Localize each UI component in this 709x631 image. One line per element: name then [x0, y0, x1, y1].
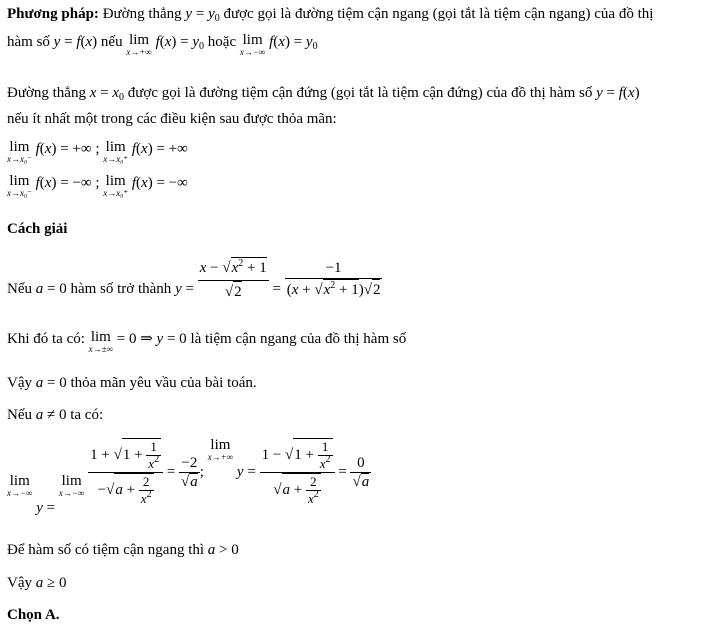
solution-text: Khi đó ta có: — [7, 331, 85, 347]
method-line-2: hàm số y = f(x) nếu lim x→+∞ $f(x) = y_0$ hoặc lim x→−∞ $f(x) = y_0$ — [7, 32, 318, 57]
method-text: được gọi là đường tiệm cận ngang (gọi tắt là tiệm cận ngang) của đồ thị — [223, 6, 654, 22]
solution-text: Vậy — [7, 575, 32, 591]
method-line-4 — [7, 110, 337, 128]
solution-text: hàm số trở thành — [70, 280, 172, 297]
answer: Chọn A. — [7, 607, 60, 623]
solution-text: ta có: — [70, 407, 104, 423]
solution-text: Để hàm số có tiệm cận ngang thì — [7, 542, 205, 558]
method-text: hoặc — [207, 34, 237, 50]
solution-text: Nếu — [7, 407, 32, 423]
method-text: Đường thẳng — [102, 6, 182, 22]
method-line-1: Phương pháp: Đường thẳng $y = y_0$ được gọi là đường tiệm cận ngang (gọi tắt là tiệm cận ngang) của đồ thị — [7, 6, 654, 24]
solution-text: thỏa mãn yêu vầu của bài toán. — [70, 375, 257, 391]
solution-line-5: Để hàm số có tiệm cận ngang thì a > 0 — [7, 542, 239, 558]
method-text: nếu — [100, 34, 123, 50]
limits-row-2: lim x→x₀⁻ f(x) = −∞ ; lim x→x₀⁺ f(x) = −∞ — [7, 173, 188, 198]
method-line-3: Đường thẳng $x = x_0$ được gọi là đường tiệm cận đứng (gọi tắt là tiệm cận đứng) của đồ thị hàm số y = f(x) — [7, 85, 640, 103]
limits-formula: lim x→−∞ y = lim x→−∞ 1 + √1 + $\frac{1}{x^2}$ −√a + $\frac{2}{x^2}$ = $\frac{-2}{√a}$ ; lim x→+∞ y = 1 − √1 + $\frac{1}{x^2}$ √a + $\frac{2}{x^2}$ = $\frac{0}{√a}$ — [7, 437, 370, 516]
method-text: nếu ít nhất một trong các điều kiện sau được thỏa mãn: — [7, 111, 337, 127]
solution-text: Vậy — [7, 375, 32, 391]
method-text: hàm số — [7, 34, 50, 50]
solution-line-1: Nếu a = 0 hàm số trở thành y = $\frac{x - √x^2 + 1}{√2}$ = $\frac{-1}{(x + √x^2 + 1)√2}$ — [7, 258, 381, 300]
limits-row-1: lim x→x₀⁻ f(x) = +∞ ; lim x→x₀⁺ f(x) = +∞ — [7, 139, 188, 164]
solution-line-3: Vậy a = 0 thỏa mãn yêu vầu của bài toán. — [7, 375, 257, 391]
solution-line-2: Khi đó ta có: lim x→±∞ = 0 ⇒ y = 0 là tiệm cận ngang của đồ thị hàm số — [7, 329, 407, 354]
method-heading: Phương pháp: — [7, 6, 99, 22]
method-text: được gọi là đường tiệm cận đứng (gọi tắt là tiệm cận đứng) của đồ thị hàm số — [127, 85, 593, 101]
solution-text: là tiệm cận ngang của đồ thị hàm số — [190, 331, 407, 347]
solution-line-6: Vậy a ≥ 0 — [7, 575, 67, 591]
solution-text: Nếu — [7, 280, 32, 297]
method-text: Đường thẳng — [7, 85, 86, 101]
solution-heading: Cách giải — [7, 221, 68, 237]
solution-line-4: Nếu a ≠ 0 ta có: — [7, 407, 104, 423]
